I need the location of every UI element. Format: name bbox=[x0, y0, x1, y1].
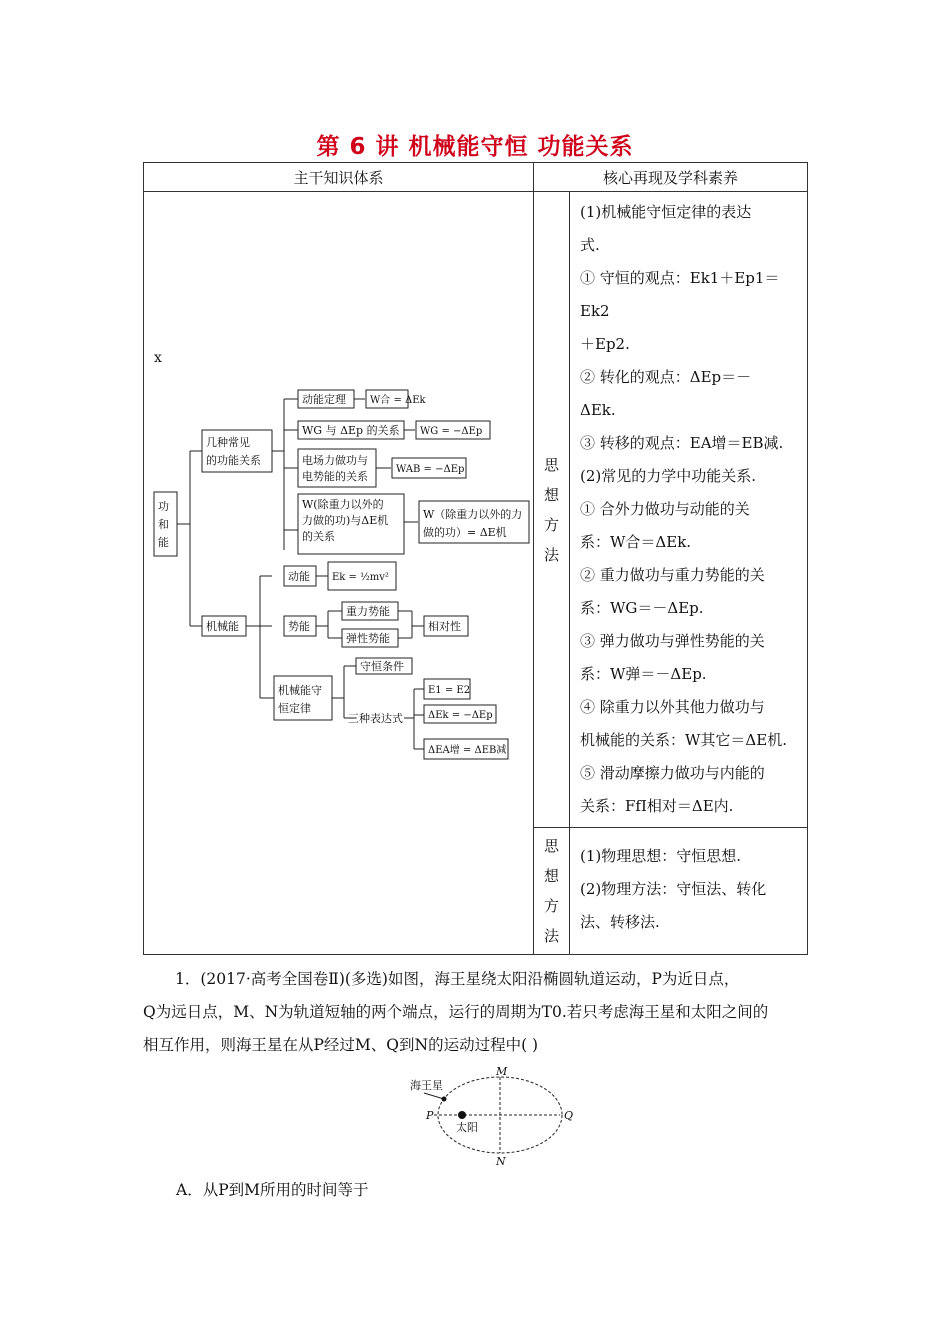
branch1-label: 几种常见 bbox=[206, 436, 250, 449]
form-2: ΔEk = −ΔEp bbox=[428, 710, 493, 721]
elastic-pe-label: 弹性势能 bbox=[346, 632, 390, 645]
kinetic-label: 动能 bbox=[288, 570, 310, 583]
question-line-3: 相互作用，则海王星在从P经过M、Q到N的运动过程中( ) bbox=[143, 1036, 539, 1054]
conservation-law-a: 机械能守 bbox=[278, 684, 322, 697]
kinetic-formula: Ek = ½mv² bbox=[332, 572, 389, 583]
s2-line: 法、转移法. bbox=[580, 913, 660, 931]
svg-text:和: 和 bbox=[158, 518, 169, 531]
item2-left: WG 与 ΔEp 的关系 bbox=[302, 424, 400, 437]
s1-line: ① 守恒的观点：Ek1＋Ep1＝Ek2 bbox=[580, 269, 780, 320]
s1-line: ＋Ep2. bbox=[580, 335, 630, 353]
svg-text:恒定律: 恒定律 bbox=[278, 702, 311, 715]
s1-line: (2)常见的力学中功能关系. bbox=[580, 467, 757, 485]
svg-text:做的功）= ΔE机: 做的功）= ΔE机 bbox=[423, 526, 507, 539]
knowledge-diagram-cell bbox=[144, 192, 534, 955]
s1-line: 式. bbox=[580, 236, 600, 254]
s1-line: ③ 转移的观点：EA增＝EB减. bbox=[580, 434, 784, 452]
planet-label: 海王星 bbox=[410, 1079, 443, 1092]
x-mark: x bbox=[154, 350, 162, 366]
svg-text:的关系: 的关系 bbox=[302, 530, 335, 543]
page-title: 第 6 讲 机械能守恒 功能关系 bbox=[316, 134, 634, 160]
s1-line: 系：W合＝ΔEk. bbox=[580, 533, 692, 551]
option-a: A．从P到M所用的时间等于 bbox=[176, 1181, 369, 1199]
sun-dot bbox=[458, 1111, 466, 1119]
item2-right: WG = −ΔEp bbox=[420, 426, 483, 437]
s2-line: (2)物理方法：守恒法、转化 bbox=[580, 880, 767, 898]
question-line-2: Q为远日点，M、N为轨道短轴的两个端点，运行的周期为T0.若只考虑海王星和太阳之间的 bbox=[143, 1003, 769, 1021]
s1-line: 机械能的关系：W其它＝ΔE机. bbox=[580, 731, 787, 749]
item1-right: W合 = ΔEk bbox=[370, 395, 426, 406]
s1-line: 系：WG＝－ΔEp. bbox=[580, 599, 704, 617]
three-forms: 三种表达式 bbox=[348, 712, 403, 725]
point-n: N bbox=[496, 1155, 506, 1168]
item3-left-a: 电场力做功与 bbox=[302, 454, 368, 467]
section2-content bbox=[570, 828, 808, 955]
s1-line: 系：W弹＝－ΔEp. bbox=[580, 665, 707, 683]
knowledge-table bbox=[143, 162, 808, 955]
item4-right-a: W（除重力以外的力 bbox=[423, 508, 523, 521]
s1-line: ① 合外力做功与动能的关 bbox=[580, 500, 750, 518]
s1-line: 关系：FfΙ相对＝ΔE内. bbox=[580, 797, 734, 815]
svg-text:能: 能 bbox=[158, 536, 169, 549]
section2-label: 思想方法 bbox=[534, 828, 570, 955]
s1-line: ④ 除重力以外其他力做功与 bbox=[580, 698, 765, 716]
s1-line: ② 重力做功与重力势能的关 bbox=[580, 566, 765, 584]
question-text bbox=[143, 963, 807, 1062]
s1-line: (1)机械能守恒定律的表达 bbox=[580, 203, 752, 221]
point-m: M bbox=[496, 1065, 508, 1078]
svg-text:力做的功)与ΔE机: 力做的功)与ΔE机 bbox=[302, 514, 389, 527]
gravity-pe-label: 重力势能 bbox=[346, 605, 390, 618]
item4-left-a: W(除重力以外的 bbox=[302, 498, 384, 511]
s1-line: ② 转化的观点：ΔEp＝－ bbox=[580, 368, 752, 386]
branch2-label: 机械能 bbox=[206, 620, 239, 633]
s1-line: ③ 弹力做功与弹性势能的关 bbox=[580, 632, 765, 650]
question-line-1: 1．(2017·高考全国卷Ⅱ)(多选)如图，海王星绕太阳沿椭圆轨道运动，P为近日点， bbox=[175, 970, 740, 988]
planet-dot bbox=[442, 1097, 447, 1102]
s1-line: ΔEk. bbox=[580, 401, 616, 419]
knowledge-diagram bbox=[144, 192, 534, 932]
form-1: E1 = E2 bbox=[428, 685, 471, 696]
sun-label: 太阳 bbox=[456, 1121, 478, 1134]
s1-line: ⑤ 滑动摩擦力做功与内能的 bbox=[580, 764, 765, 782]
section1-label: 思想方法 bbox=[534, 192, 570, 828]
section1-content bbox=[570, 192, 808, 828]
orbit-figure bbox=[400, 1065, 590, 1170]
point-q: Q bbox=[564, 1109, 574, 1122]
form-3: ΔEA增 = ΔEB减 bbox=[428, 745, 507, 756]
item1-left: 动能定理 bbox=[302, 393, 346, 406]
point-p: P bbox=[426, 1109, 434, 1122]
header-right: 核心再现及学科素养 bbox=[534, 163, 808, 192]
relativity-label: 相对性 bbox=[428, 620, 461, 633]
s2-line: (1)物理思想：守恒思想. bbox=[580, 847, 742, 865]
potential-label: 势能 bbox=[288, 620, 310, 633]
svg-text:电势能的关系: 电势能的关系 bbox=[302, 470, 368, 483]
svg-text:的功能关系: 的功能关系 bbox=[206, 454, 261, 467]
conservation-cond: 守恒条件 bbox=[360, 660, 404, 673]
header-left: 主干知识体系 bbox=[144, 163, 534, 192]
item3-right: WAB = −ΔEp bbox=[396, 464, 465, 475]
root-label: 功 bbox=[158, 500, 169, 513]
